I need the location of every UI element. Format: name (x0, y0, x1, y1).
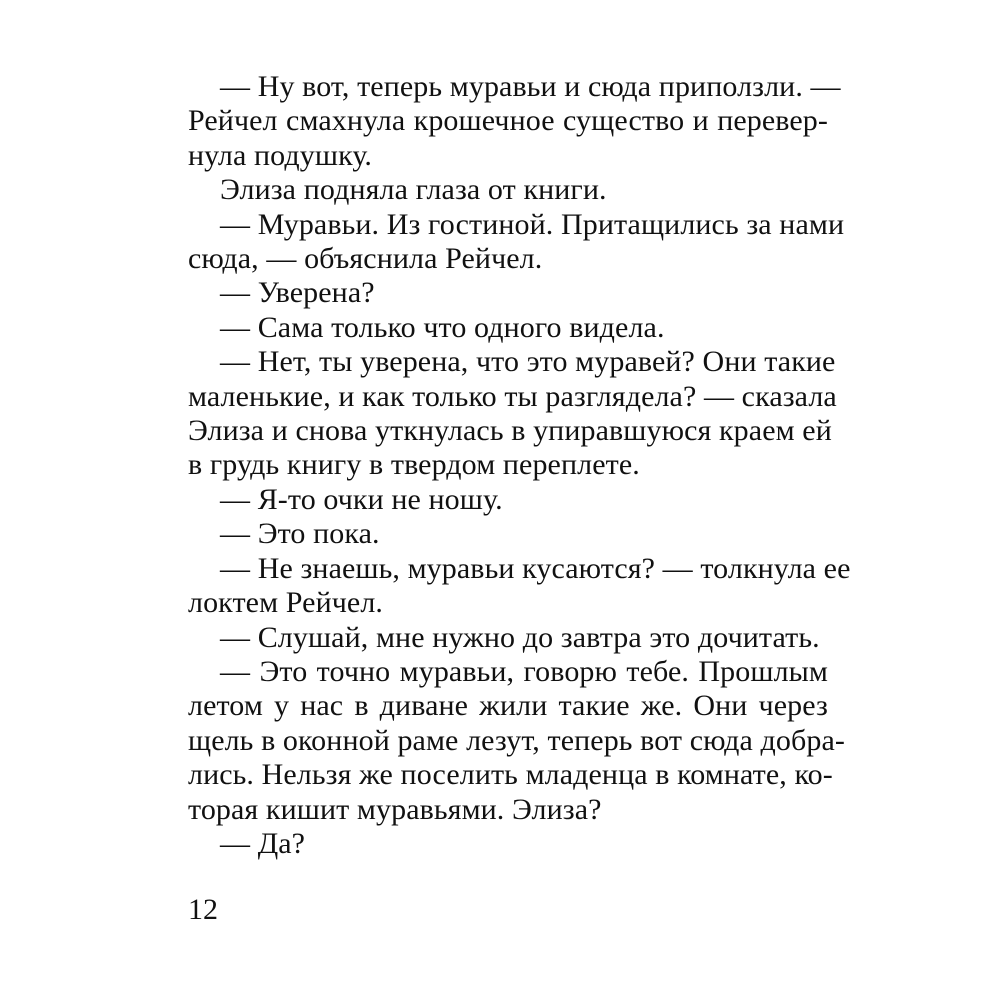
text-line: Элиза и снова уткнулась в упиравшуюся краем ей (188, 414, 832, 448)
text-line: — Ну вот, теперь муравьи и сюда приползли. — (220, 70, 841, 103)
text-line: в грудь книгу в твердом переплете. (188, 448, 640, 482)
body-text (188, 70, 851, 861)
text-line: — Слушай, мне нужно до завтра это дочитать. (220, 620, 820, 654)
page-number: 12 (188, 893, 218, 926)
text-line: сюда, — объяснила Рейчел. (188, 242, 543, 276)
text-line: щель в оконной раме лезут, теперь вот сюда добра- (188, 723, 845, 757)
text-line: маленькие, и как только ты разглядела? — сказала (188, 379, 837, 413)
text-line: — Сама только что одного видела. (220, 310, 665, 344)
text-line: — Это точно муравьи, говорю тебе. Прошлым (220, 654, 828, 688)
text-line: — Уверена? (220, 276, 375, 310)
text-line: торая кишит муравьями. Элиза? (188, 792, 602, 826)
text-line: — Я-то очки не ношу. (220, 482, 503, 516)
text-line: лись. Нельзя же поселить младенца в комнате, ко- (188, 758, 833, 792)
text-line: локтем Рейчел. (188, 586, 383, 620)
text-line: — Нет, ты уверена, что это муравей? Они такие (220, 345, 836, 379)
text-line: Элиза подняла глаза от книги. (220, 173, 607, 207)
text-line: — Не знаешь, муравьи кусаются? — толкнула ее (220, 551, 851, 585)
text-line: — Муравьи. Из гостиной. Притащились за нами (220, 207, 845, 241)
text-line: — Да? (220, 826, 306, 860)
text-line: летом у нас в диване жили такие же. Они через (188, 689, 828, 723)
text-line: — Это пока. (220, 517, 380, 551)
text-line: нула подушку. (188, 138, 373, 172)
text-line: Рейчел смахнула крошечное существо и перевер- (188, 104, 828, 138)
